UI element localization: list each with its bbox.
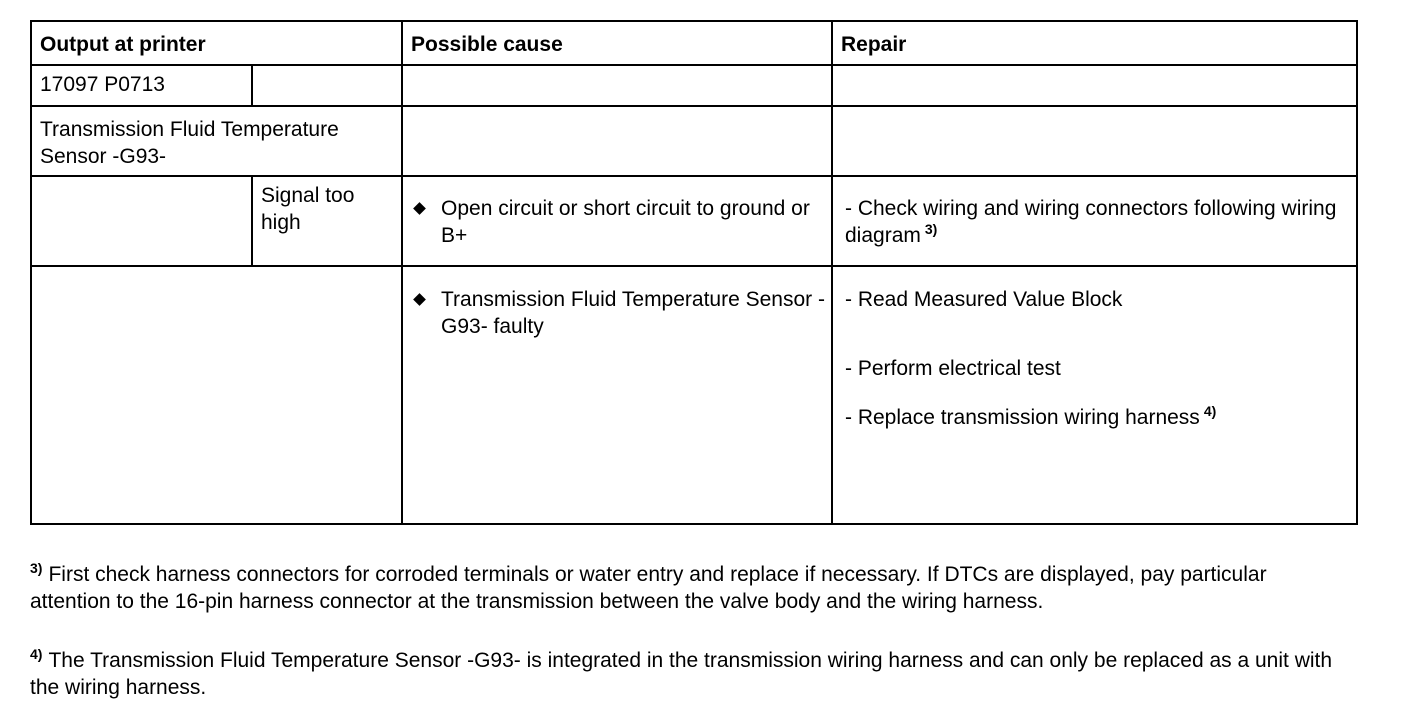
empty-cell — [402, 65, 832, 106]
footnote-text: First check harness connectors for corroded terminals or water entry and replace if necessary. If DTCs are displayed, pay particular attention to the 16-pin harness connector at the transmission between the valve body and the wiring harness. — [30, 563, 1267, 613]
diamond-bullet-icon — [413, 202, 426, 215]
empty-cell — [252, 65, 402, 106]
cause-text: Transmission Fluid Temperature Sensor -G93- faulty — [441, 288, 825, 338]
repair-text: - Check wiring and wiring connectors following wiring diagram — [845, 197, 1337, 247]
footnote-ref-4: 4) — [1203, 403, 1217, 419]
fault-code: 17097 P0713 — [31, 65, 252, 106]
repair-step-replace-harness — [845, 404, 1348, 431]
footnote-marker: 3) — [30, 560, 43, 576]
footnote-marker: 4) — [30, 646, 43, 662]
table-row-faulty — [31, 266, 1357, 524]
repair-cell-signal — [832, 176, 1357, 266]
footnote-ref-3: 3) — [924, 221, 938, 237]
repair-cell-faulty — [832, 266, 1357, 524]
header-possible-cause: Possible cause — [402, 21, 832, 65]
empty-cell — [832, 65, 1357, 106]
cause-item — [403, 195, 831, 249]
footnote-4 — [30, 647, 1350, 701]
table-row-component — [31, 106, 1357, 176]
diagnostic-table — [30, 20, 1358, 525]
table-header-row — [31, 21, 1357, 65]
empty-cell — [31, 176, 252, 266]
header-repair: Repair — [832, 21, 1357, 65]
cause-cell-faulty — [402, 266, 832, 524]
footnote-3 — [30, 561, 1350, 615]
component-name: Transmission Fluid Temperature Sensor -G93- — [31, 106, 402, 176]
repair-text: - Replace transmission wiring harness — [845, 406, 1200, 429]
cause-cell-signal — [402, 176, 832, 266]
signal-condition: Signal too high — [252, 176, 402, 266]
empty-cell — [832, 106, 1357, 176]
cause-item — [403, 286, 831, 340]
footnote-text: The Transmission Fluid Temperature Sensor -G93- is integrated in the transmission wiring harness and can only be replaced as a unit with the wiring harness. — [30, 649, 1333, 699]
diamond-bullet-icon — [413, 293, 426, 306]
repair-step-electrical-test: - Perform electrical test — [845, 357, 1061, 380]
repair-step-read-mvb: - Read Measured Value Block — [845, 288, 1123, 311]
empty-cell — [31, 266, 402, 524]
table-row-signal — [31, 176, 1357, 266]
empty-cell — [402, 106, 832, 176]
table-row-code — [31, 65, 1357, 106]
header-output-at-printer: Output at printer — [31, 21, 402, 65]
cause-text: Open circuit or short circuit to ground or B+ — [441, 197, 810, 247]
